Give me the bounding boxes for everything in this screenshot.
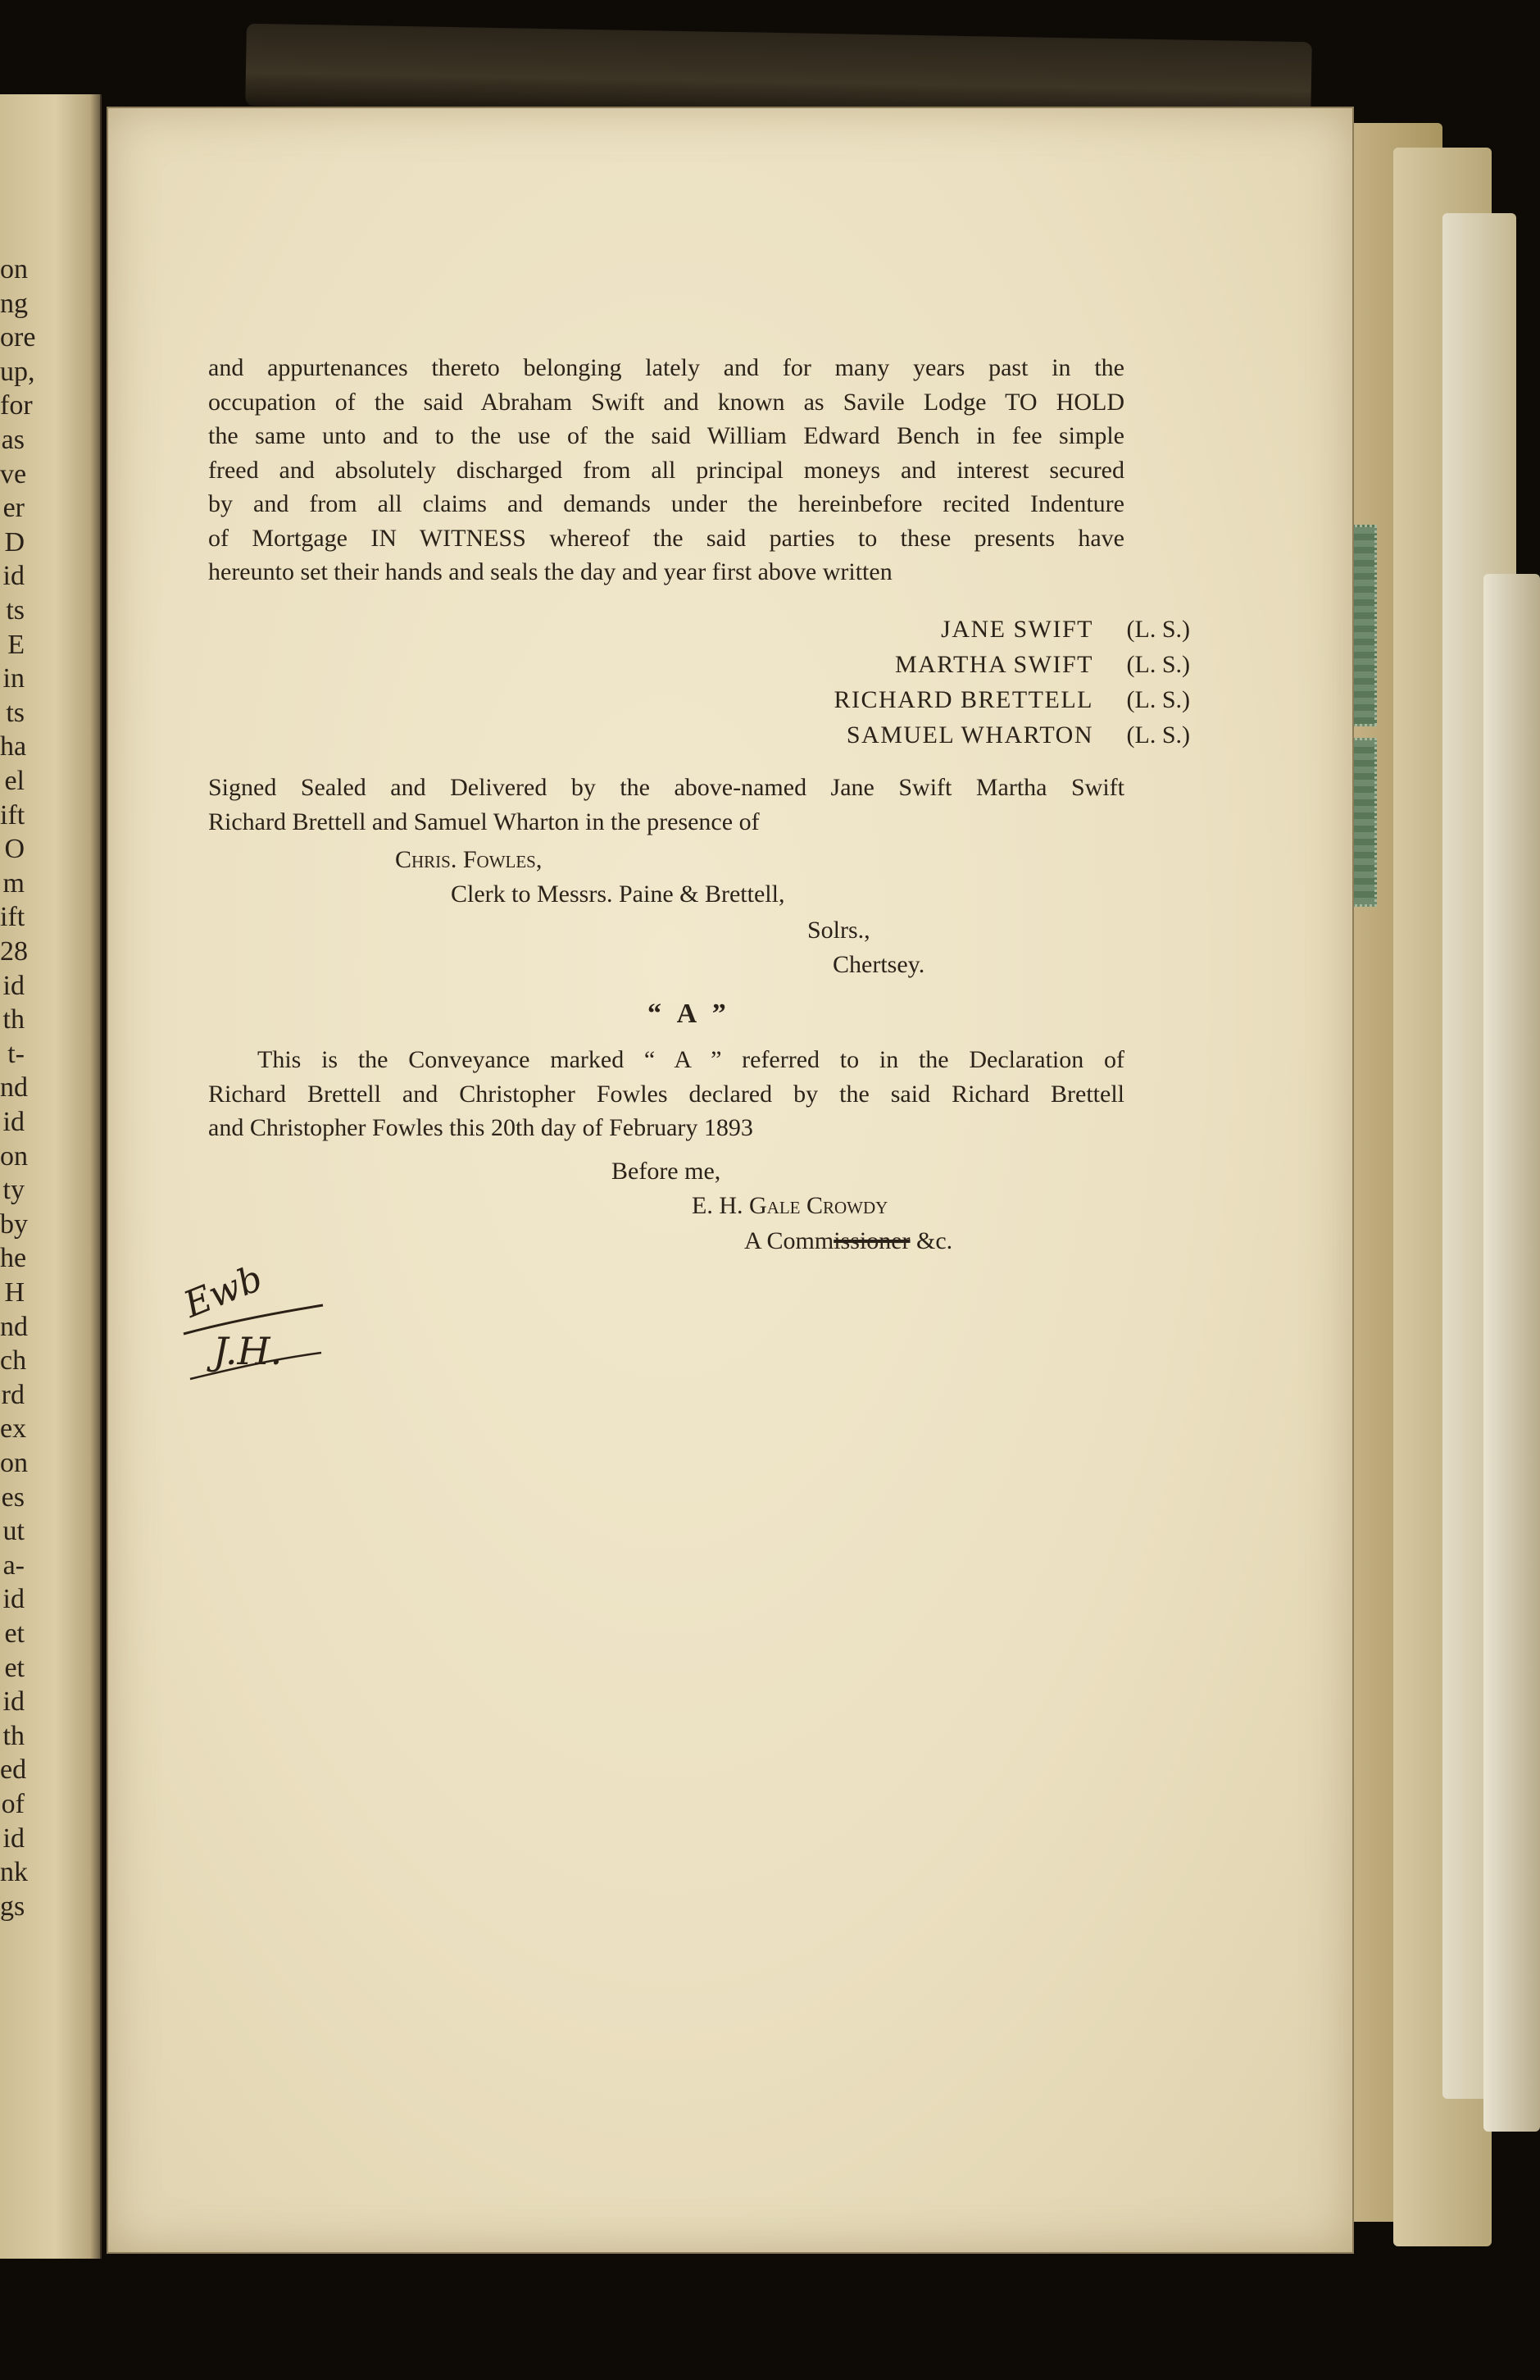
left-page-text-fragment: gs (0, 1891, 25, 1922)
handwritten-initials-signature (174, 1256, 329, 1387)
conveyance-body (208, 351, 1124, 589)
left-page-text-fragment: of (1, 1789, 25, 1819)
body-line: freed and absolutely discharged from all principal moneys and interest secured (208, 456, 1124, 484)
left-page-text-fragment: as (1, 425, 25, 455)
declaration-line: Richard Brettell and Christopher Fowles declared by the said Richard Brettell (208, 1080, 1124, 1108)
left-page-text-fragment: et (4, 1652, 25, 1683)
left-page-text-fragment: id (2, 1584, 25, 1615)
attestation-line: Richard Brettell and Samuel Wharton in the presence of (208, 808, 760, 835)
left-page-text-fragment: ve (0, 458, 27, 489)
declaration-line: This is the Conveyance marked “ A ” referred to in the Declaration of (257, 1046, 1124, 1073)
left-page-text-fragment: ts (6, 697, 25, 728)
left-page-text-fragment: ift (0, 902, 25, 933)
left-page-text-fragment: O (4, 834, 25, 865)
left-page-text-fragment: es (1, 1481, 25, 1513)
witness-place: Chertsey. (833, 951, 925, 978)
signatory-row (600, 612, 1190, 647)
exhibit-marker: “ A ” (647, 999, 731, 1029)
witness-name: Chris. Fowles, (395, 846, 543, 873)
initials-bottom: J.H. (213, 1329, 283, 1373)
left-page-text-fragment: th (2, 1004, 25, 1035)
left-page-text-fragment: ch (0, 1345, 27, 1377)
left-page-text-fragment: H (4, 1277, 25, 1308)
commissioner-suffix: &c. (910, 1227, 953, 1254)
left-page-text-fragment: on (0, 1448, 28, 1478)
witness-solicitors: Solrs., (807, 917, 870, 944)
initials-top: Ewb (178, 1257, 269, 1327)
left-page-text-fragment: el (4, 766, 25, 796)
left-page-text-fragment: nk (0, 1857, 28, 1888)
left-page-text-fragment: D (4, 526, 25, 557)
left-page-text-fragment: ut (2, 1516, 25, 1547)
left-page-text-fragment: ty (2, 1175, 25, 1206)
left-page-text-fragment: in (2, 663, 25, 694)
left-facing-page (0, 94, 102, 2259)
body-line: and appurtenances thereto belonging lately and for many years past in the (208, 354, 1124, 381)
paper-stack-edge (1483, 574, 1540, 2132)
signatory-row (600, 682, 1190, 717)
seal-mark: (L. S.) (1126, 616, 1190, 643)
commissioner-name: E. H. Gale Crowdy (692, 1192, 888, 1219)
left-page-text-fragment: ed (0, 1754, 27, 1786)
left-page-text-fragment: id (2, 1823, 25, 1854)
left-page-text-fragment: rd (1, 1379, 25, 1410)
signatory-row (600, 647, 1190, 682)
signatory-name: JANE SWIFT (941, 616, 1093, 643)
body-line: occupation of the said Abraham Swift and known as Savile Lodge TO HOLD (208, 388, 1124, 416)
left-page-text-fragment: id (2, 970, 25, 1001)
signatory-name: SAMUEL WHARTON (846, 721, 1093, 749)
body-line: of Mortgage IN WITNESS whereof the said parties to these presents have (208, 524, 1124, 552)
left-page-text-fragment: ha (0, 731, 27, 762)
left-page-text-fragment: nd (0, 1072, 28, 1104)
left-page-text-fragment: er (2, 493, 25, 524)
seal-mark: (L. S.) (1126, 721, 1190, 749)
commissioner-prefix: A Comm (744, 1227, 834, 1254)
left-page-text-fragment: ts (6, 595, 25, 626)
before-me-label: Before me, (611, 1158, 721, 1185)
body-line: the same unto and to the use of the said William Edward Bench in fee simple (208, 422, 1124, 449)
seal-mark: (L. S.) (1126, 651, 1190, 678)
signatory-list (600, 612, 1190, 753)
left-page-text-fragment: for (0, 390, 33, 421)
left-page-text-fragment: E (7, 629, 25, 660)
body-line: hereunto set their hands and seals the day and year first above written (208, 558, 893, 585)
signatory-row (600, 717, 1190, 753)
left-page-text-fragment: id (2, 561, 25, 592)
left-page-text-fragment: up, (0, 356, 35, 387)
body-line: by and from all claims and demands under the hereinbefore recited Indenture (208, 490, 1124, 517)
left-page-text-fragment: 28 (0, 936, 28, 967)
declaration-line: and Christopher Fowles this 20th day of February 1893 (208, 1114, 753, 1141)
commissioner-title (744, 1229, 952, 1254)
left-page-text-fragment: a- (2, 1550, 25, 1581)
left-page-text-fragment: id (2, 1686, 25, 1718)
left-page-text-fragment: m (2, 867, 25, 899)
document-page (107, 107, 1354, 2254)
left-page-text-fragment: he (0, 1243, 27, 1274)
left-page-text-fragment: ore (0, 322, 36, 353)
left-page-text-fragment: on (0, 254, 28, 284)
seal-mark: (L. S.) (1126, 686, 1190, 713)
left-page-text-fragment: th (2, 1720, 25, 1751)
left-page-text-fragment: on (0, 1140, 28, 1172)
witness-role: Clerk to Messrs. Paine & Brettell, (451, 881, 785, 908)
left-page-text-fragment: nd (0, 1311, 28, 1342)
left-page-text-fragment: ng (0, 288, 28, 319)
attestation-line: Signed Sealed and Delivered by the above-named Jane Swift Martha Swift (208, 774, 1124, 801)
left-page-text-fragment: t- (7, 1038, 25, 1069)
signatory-name: MARTHA SWIFT (894, 651, 1093, 678)
left-page-text-fragment: ift (0, 799, 25, 830)
left-page-text-fragment: ex (0, 1413, 27, 1445)
declaration-clause (208, 1043, 1124, 1145)
left-page-text-fragment: by (0, 1208, 28, 1240)
signatory-name: RICHARD BRETTELL (834, 686, 1093, 713)
commissioner-struck-text: issioner (834, 1227, 911, 1254)
left-page-text-fragment: et (4, 1618, 25, 1649)
left-page-text-fragment: id (2, 1107, 25, 1137)
attestation-clause (208, 771, 1124, 839)
